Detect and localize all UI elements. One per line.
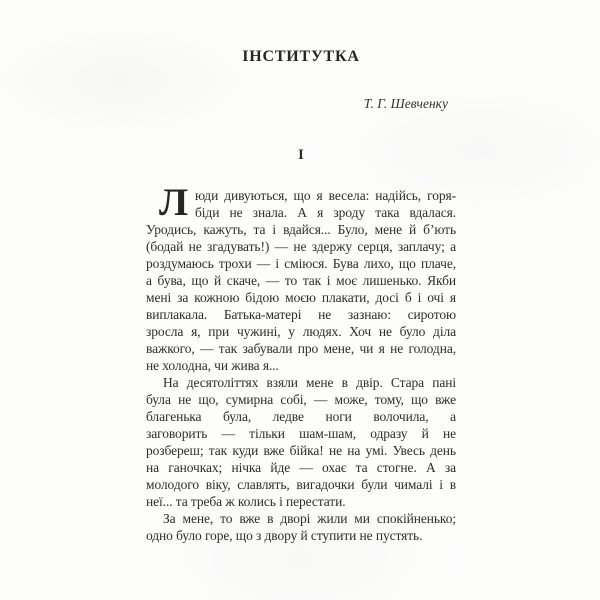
- chapter-number: І: [298, 147, 304, 163]
- text-line: юди дивуються, що я весела: надійсь, горя-: [195, 188, 456, 203]
- text-line: благенька була, ледве ноги волочила, а: [146, 409, 456, 424]
- body-text: [146, 181, 456, 544]
- text-line: була не що, сумирна собі, — може, тому, що вже: [146, 392, 456, 407]
- page-title: ІНСТИТУТКА: [242, 48, 360, 65]
- text-line: біди не знала. А я зроду така вдалася.: [195, 205, 456, 220]
- text-line: (бодай не згадувать!) — не здержу серця, заплачу; а: [146, 239, 456, 254]
- text-line: виплакала. Батька-матері не зазнаю: сиротою: [146, 307, 456, 322]
- text-line: мені за кожною бідою моєю плакати, досі б і очі я: [146, 290, 456, 305]
- text-line: роздумаюсь трохи — і сміюся. Бува лихо, що плаче,: [146, 256, 456, 271]
- text-line: розбереш; так куди вже бійка! не на умі. Увесь день: [146, 443, 456, 458]
- text-line: важкого, — так забували про мене, чи я не голодна,: [146, 341, 456, 356]
- text-line: неї... та треба ж колись і перестати.: [146, 494, 346, 509]
- text-line: не холодна, чи жива я...: [146, 358, 279, 373]
- paragraph: [146, 181, 456, 374]
- text-line: За мене, то вже в дворі жили ми спокійненько;: [163, 511, 456, 526]
- text-line: на ганочках; нічка йде — охає та стогне. А за: [146, 460, 456, 475]
- text-line: На десятоліттях взяли мене в двір. Стара пані: [163, 375, 456, 390]
- text-line: а бува, що й скаче, — то так і моє лишенько. Якби: [146, 273, 456, 288]
- text-line: одно було горе, що з двору й ступити не пустять.: [146, 528, 423, 543]
- text-line: зросла я, при чужині, у людях. Хоч не було діла: [146, 324, 456, 339]
- paragraph: [146, 510, 456, 544]
- dropcap-letter: Л: [159, 181, 189, 224]
- paragraph: [146, 374, 456, 510]
- text-line: заговорить — тільки шам-шам, одразу й не: [146, 426, 456, 441]
- text-line: молодого віку, славлять, вигадочки були чималі і в: [146, 477, 456, 492]
- text-line: Уродись, кажуть, та і вдайся... Було, мене й б’ють: [146, 222, 456, 237]
- dedication: Т. Г. Шевченку: [363, 96, 448, 111]
